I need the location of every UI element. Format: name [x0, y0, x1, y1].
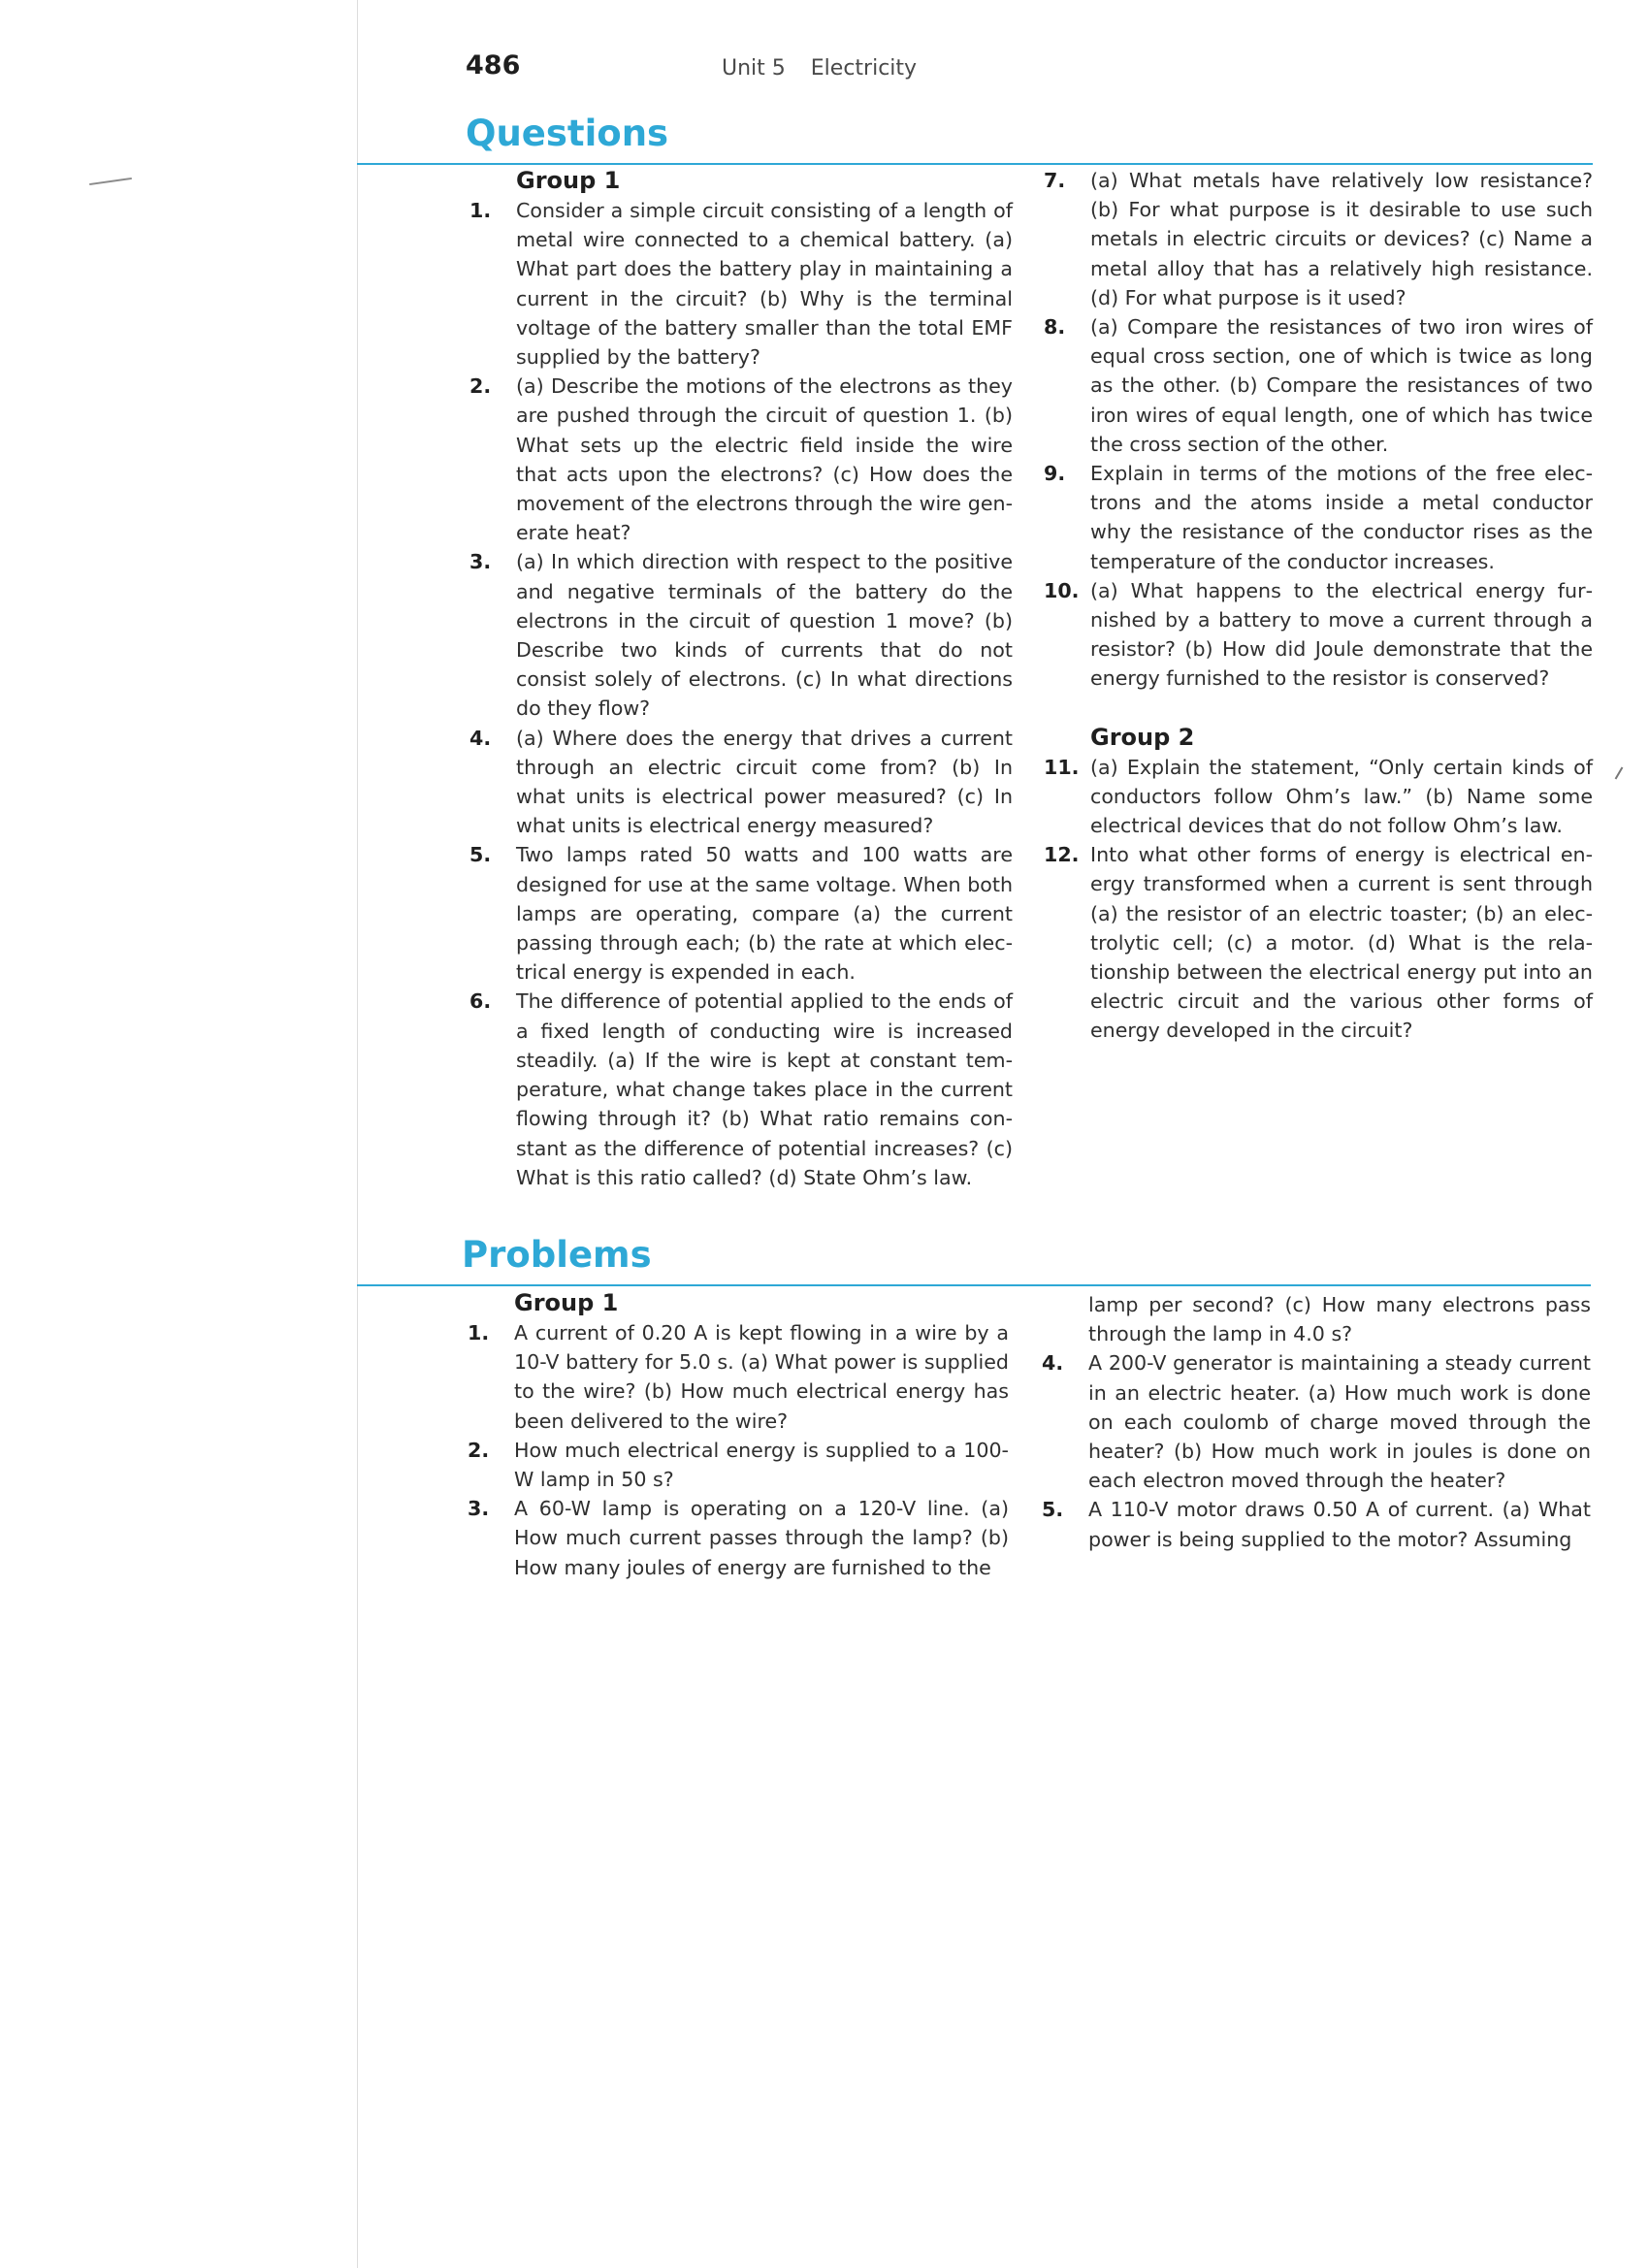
problem-item — [1042, 1348, 1591, 1495]
problem-text: lamp per second? (c) How many electrons pass through the lamp in 4.0 s? — [1088, 1293, 1591, 1346]
question-number: 12. — [1044, 843, 1080, 867]
question-text: (a) In which direction with respect to the positive and negative terminals of the battery do the electrons in the circuit of question 1 move? (b) Describe two kinds of currents that do not consist solely of electrons. (c) In what directions do they flow? — [516, 550, 1013, 721]
question-number: 5. — [469, 843, 492, 867]
question-number: 3. — [469, 550, 492, 574]
problem-text: A 110-V motor draws 0.50 A of current. (a) What power is being supplied to the motor? Assuming — [1088, 1498, 1591, 1551]
question-text: (a) Where does the energy that drives a current through an electric circuit come from? (b) In what units is electrical power measured? (c) In what units is electrical energy measured? — [516, 726, 1013, 838]
question-number: 7. — [1044, 169, 1066, 192]
question-number: 11. — [1044, 755, 1080, 779]
problem-text: A current of 0.20 A is kept flowing in a wire by a 10-V battery for 5.0 s. (a) What power is supplied to the wire? (b) How much electrical energy has been delivered to the wire? — [514, 1321, 1009, 1433]
page-number: 486 — [466, 50, 521, 81]
question-number: 9. — [1044, 462, 1066, 486]
problem-item — [468, 1318, 1009, 1436]
problems-title: Problems — [462, 1234, 652, 1276]
problems-right-column — [1042, 1290, 1591, 1554]
question-text: Explain in terms of the motions of the free electrons and the atoms inside a metal conductor why the resistance of the conductor rises as the temperature of the conductor increases. — [1090, 462, 1593, 573]
problem-text: A 200-V generator is maintaining a steady current in an electric heater. (a) How much work is done on each coulomb of charge moved through the heater? (b) How much work in joules is done on each electron moved through the heater? — [1088, 1351, 1591, 1493]
group-heading: Group 1 — [514, 1289, 619, 1316]
problem-item — [468, 1494, 1009, 1582]
question-item — [1044, 840, 1593, 1045]
problem-item — [1042, 1495, 1591, 1553]
question-item — [469, 987, 1013, 1191]
question-text: Consider a simple circuit consisting of a length of metal wire connected to a chemical battery. (a) What part does the battery play in maintaining a current in the circuit? (b) Why is the terminal voltage of the battery smaller than the total EMF supplied by the battery? — [516, 199, 1013, 370]
question-text: The difference of potential applied to the ends of a fixed length of conducting wire is increased steadily. (a) If the wire is kept at constant temperature, what change takes place in the current flowing through it? (b) What ratio remains constant as the difference of potential increases? (c) What is this ratio called? (d) State Ohm’s law. — [516, 989, 1013, 1189]
question-text: (a) What metals have relatively low resistance? (b) For what purpose is it desirable to use such metals in electric circuits or devices? (c) Name a metal alloy that has a relatively high resistance. (d) For what purpose is it used? — [1090, 169, 1593, 309]
page-header — [466, 50, 1591, 89]
problem-number: 1. — [468, 1321, 490, 1345]
question-item — [469, 196, 1013, 372]
question-item — [469, 372, 1013, 547]
question-text: (a) Describe the motions of the electrons as they are pushed through the circuit of question 1. (b) What sets up the electric field inside the wire that acts upon the electrons? (c) How does the movement of the electrons through the wire generate heat? — [516, 374, 1013, 545]
question-text: Into what other forms of energy is electrical energy transformed when a current is sent through (a) the resistor of an electric toaster; (b) an electrolytic cell; (c) a motor. (d) What is the relationship between the electrical energy put into an electric circuit and the various other forms of energy developed in the circuit? — [1090, 843, 1593, 1043]
questions-right-column — [1044, 166, 1593, 1046]
problem-number: 2. — [468, 1438, 490, 1462]
problem-text: How much electrical energy is supplied to a 100-W lamp in 50 s? — [514, 1438, 1009, 1492]
problem-item — [468, 1436, 1009, 1494]
unit-label: Unit 5 — [722, 56, 786, 81]
question-number: 2. — [469, 374, 492, 399]
questions-title: Questions — [466, 113, 669, 154]
question-item — [1044, 312, 1593, 459]
question-item — [469, 724, 1013, 841]
question-number: 6. — [469, 989, 492, 1014]
problem-number: 3. — [468, 1497, 490, 1521]
questions-rule — [357, 163, 1593, 165]
problems-rule — [357, 1284, 1591, 1286]
problem-number: 4. — [1042, 1351, 1064, 1376]
problem-continuation — [1042, 1290, 1591, 1348]
problem-text: A 60-W lamp is operating on a 120-V line. (a) How much current passes through the lamp? (b) How many joules of energy are furnished to the — [514, 1497, 1009, 1579]
question-text: (a) Compare the resistances of two iron wires of equal cross section, one of which is twice as long as the other. (b) Compare the resistances of two iron wires of equal length, one of which has twice the cross section of the other. — [1090, 315, 1593, 456]
question-text: (a) What happens to the electrical energy furnished by a battery to move a current through a resistor? (b) How did Joule demonstrate that the energy furnished to the resistor is conserved? — [1090, 578, 1593, 691]
scan-margin — [0, 0, 358, 2268]
problem-number: 5. — [1042, 1498, 1064, 1522]
question-text: Two lamps rated 50 watts and 100 watts are designed for use at the same voltage. When both lamps are operating, compare (a) the current passing through each; (b) the rate at which electrical energy is expended in each. — [516, 843, 1013, 985]
question-number: 4. — [469, 726, 492, 750]
group-heading: Group 1 — [516, 167, 621, 194]
question-text: (a) Explain the statement, “Only certain kinds of conductors follow Ohm’s law.” (b) Name some electrical devices that do not follow Ohm’s law. — [1090, 755, 1593, 838]
questions-left-column — [469, 166, 1013, 1192]
chapter-label: Electricity — [810, 56, 918, 81]
question-item — [1044, 753, 1593, 841]
question-number: 1. — [469, 199, 492, 222]
question-item — [469, 840, 1013, 987]
question-item — [1044, 576, 1593, 694]
question-item — [1044, 459, 1593, 576]
group-heading: Group 2 — [1090, 723, 1195, 751]
problems-left-column — [468, 1288, 1009, 1582]
question-number: 10. — [1044, 578, 1080, 602]
question-number: 8. — [1044, 315, 1066, 340]
running-head — [722, 56, 917, 81]
scan-artifact-tick — [1615, 766, 1624, 779]
question-item — [1044, 166, 1593, 312]
question-item — [469, 547, 1013, 723]
